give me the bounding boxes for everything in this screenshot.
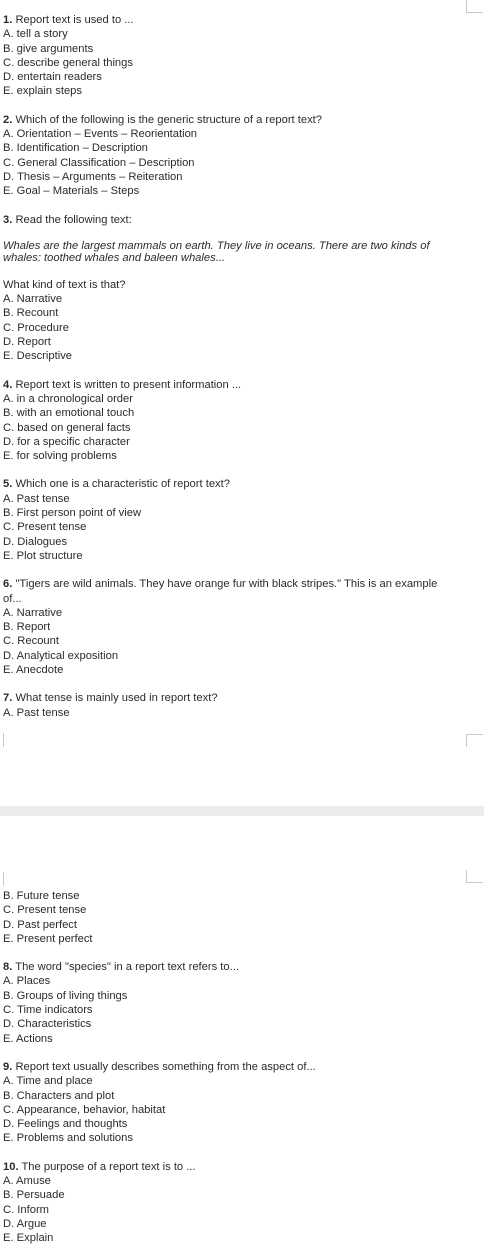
answer-option[interactable]: B. Future tense [3,890,80,902]
answer-option[interactable]: D. for a specific character [3,435,130,448]
question-9 [3,1060,473,1146]
answer-option[interactable]: A. in a chronological order [3,392,133,405]
answer-option[interactable]: D. Past perfect [3,918,77,931]
page-corner-mark [466,870,483,883]
answer-option[interactable]: A. Places [3,975,51,988]
answer-option[interactable]: E. explain steps [3,85,82,98]
answer-option[interactable]: E. Anecdote [3,663,64,676]
answer-option[interactable]: D. Argue [3,1217,47,1230]
answer-option[interactable]: C. describe general things [3,56,133,69]
answer-option[interactable]: E. Problems and solutions [3,1132,133,1145]
answer-option[interactable]: D. Thesis – Arguments – Reiteration [3,170,183,183]
answer-option[interactable]: E. Descriptive [3,350,73,363]
questions-page-1 [3,13,473,720]
answer-option[interactable]: C. Time indicators [3,1004,93,1017]
answer-option[interactable]: E. Actions [3,1032,53,1045]
answer-option[interactable]: A. Narrative [3,606,63,619]
questions-page-2 [3,889,473,1246]
answer-option[interactable]: E. for solving problems [3,450,117,463]
page-2 [0,816,484,1258]
question-stem: Which one is a characteristic of report text? [15,478,230,491]
question-stem: What tense is mainly used in report text? [15,692,218,705]
answer-option[interactable]: D. Analytical exposition [3,649,119,662]
question-number: 4. [3,378,13,391]
answer-option[interactable]: B. Identification – Description [3,142,148,155]
answer-option[interactable]: A. Time and place [3,1075,93,1088]
answer-option[interactable]: C. Procedure [3,321,69,334]
answer-option[interactable]: B. Persuade [3,1189,65,1202]
question-4 [3,378,473,464]
question-number: 5. [3,478,13,491]
question-8 [3,960,473,1046]
question-5 [3,477,473,563]
answer-option[interactable]: C. Inform [3,1203,50,1216]
question-stem: The purpose of a report text is to ... [21,1160,196,1173]
answer-option[interactable]: B. with an emotional touch [3,407,135,420]
answer-option[interactable]: C. Present tense [3,521,87,534]
question-stem: Report text is written to present information ... [15,378,242,391]
question-number: 8. [3,961,13,974]
answer-option[interactable]: C. Appearance, behavior, habitat [3,1103,166,1116]
question-2 [3,113,473,199]
question-7-continued [3,889,473,946]
question-10 [3,1160,473,1246]
question-number: 10. [3,1160,19,1173]
page-corner-mark [466,0,483,13]
answer-option[interactable]: D. entertain readers [3,71,102,84]
question-stem: Report text is used to ... [15,14,134,26]
answer-option[interactable]: B. Characters and plot [3,1089,115,1102]
answer-option[interactable]: B. First person point of view [3,507,142,520]
answer-option[interactable]: B. give arguments [3,42,94,55]
question-stem: "Tigers are wild animals. They have orange fur with black stripes." This is an example of... [3,578,438,605]
page-break [0,806,484,816]
answer-option[interactable]: E. Explain [3,1232,54,1245]
question-6 [3,577,473,677]
question-number: 9. [3,1060,13,1073]
question-3 [3,213,473,364]
answer-option[interactable]: A. Past tense [3,706,70,719]
question-number: 6. [3,578,13,591]
question-number: 7. [3,692,13,705]
question-number: 3. [3,213,13,226]
answer-option[interactable]: E. Goal – Materials – Steps [3,185,140,198]
answer-option[interactable]: A. Past tense [3,492,70,505]
answer-option[interactable]: A. tell a story [3,28,68,41]
answer-option[interactable]: D. Report [3,336,51,349]
answer-option[interactable]: B. Groups of living things [3,989,128,1002]
question-number: 2. [3,113,13,126]
question-7 [3,691,473,720]
question-stem: Which of the following is the generic structure of a report text? [15,113,323,126]
question-prompt: What kind of text is that? [3,278,126,291]
reading-passage: Whales are the largest mammals on earth. They live in oceans. There are two kinds of whales: toothed whales and baleen whales... [3,239,430,265]
answer-option[interactable]: B. Report [3,621,51,634]
answer-option[interactable]: D. Characteristics [3,1018,92,1031]
question-stem: Read the following text: [15,213,132,226]
answer-option[interactable]: A. Orientation – Events – Reorientation [3,128,198,141]
answer-option[interactable]: A. Narrative [3,293,63,306]
answer-option[interactable]: C. based on general facts [3,421,131,434]
answer-option[interactable]: D. Dialogues [3,535,68,548]
answer-option[interactable]: E. Present perfect [3,932,93,945]
answer-option[interactable]: B. Recount [3,307,59,320]
page-margin-tick [3,733,4,747]
answer-option[interactable]: C. General Classification – Description [3,156,195,169]
question-1 [3,13,473,99]
answer-option[interactable]: D. Feelings and thoughts [3,1118,128,1131]
page-corner-mark [466,734,483,747]
answer-option[interactable]: A. Amuse [3,1175,51,1188]
question-stem: Report text usually describes something from the aspect of... [15,1060,316,1073]
question-number: 1. [3,14,13,26]
question-stem: The word "species" in a report text refers to... [15,961,239,974]
answer-option[interactable]: C. Present tense [3,904,87,917]
answer-option[interactable]: E. Plot structure [3,549,83,562]
answer-option[interactable]: C. Recount [3,635,59,648]
page-margin-tick [3,872,4,886]
